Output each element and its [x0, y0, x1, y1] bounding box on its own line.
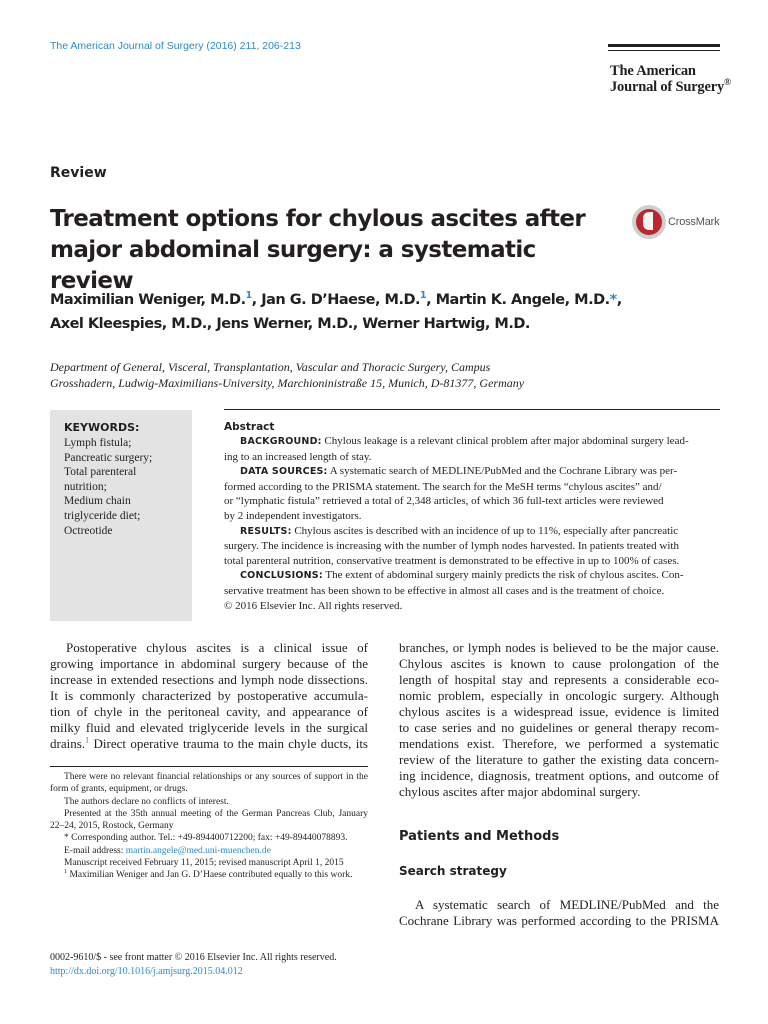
body-line: It is commonly characterized by postoperative accumula- — [50, 688, 368, 703]
body-line: Cochrane Library was performed according to the PRISMA — [399, 913, 719, 928]
abstract-line: total parenteral nutrition, conservative treatment is demonstrated to be effective in up to 100% of cases. — [224, 554, 680, 567]
masthead-rule — [608, 44, 720, 47]
footnote: $^1$ Maximilian Weniger and Jan G. D’Haese contributed equally to this work. — [64, 869, 353, 881]
front-matter-note: 0002-9610/$ - see front matter © 2016 Elsevier Inc. All rights reserved. — [50, 952, 337, 963]
abstract-data-sources-label: DATA SOURCES: — [240, 466, 328, 478]
body-line: growing importance in abdominal surgery because of the — [50, 656, 368, 671]
affiliation-line: Grosshadern, Ludwig-Maximilians-University, Marchioninistraße 15, Munich, D-81377, Germany — [50, 376, 525, 390]
author-name: Maximilian Weniger, M.D. — [50, 292, 246, 308]
article-title-line: major abdominal surgery: a systematic review — [50, 237, 536, 294]
body-line: review of the literature to gather the existing data concern- — [399, 752, 719, 767]
abstract-results-label: RESULTS: — [240, 525, 292, 537]
author-separator: , — [616, 292, 622, 308]
footnote: Presented at the 35th annual meeting of the German Pancreas Club, January 22–24, 2015, Rostock, Germany — [50, 808, 368, 832]
masthead-rule-thin — [608, 50, 720, 51]
article-title — [50, 204, 610, 297]
crossmark-label[interactable]: CrossMark — [668, 216, 720, 228]
journal-logo-line1: The American — [610, 63, 696, 79]
footnote: E-mail address: martin.angele@med.uni-muenchen.de — [64, 845, 271, 856]
search-strategy-paragraph — [399, 897, 719, 929]
body-line: Chylous ascites is known to cause prolongation of the — [399, 656, 719, 671]
abstract-background-label: BACKGROUND: — [240, 436, 322, 447]
keyword-item: Total parenteral — [64, 466, 137, 479]
abstract-rule — [224, 409, 720, 410]
body-line: increase in extended resections and lymph node dissections. — [50, 672, 368, 687]
abstract-line: surgery. The incidence is increasing with the number of lymph nodes harvested. In patients treated with — [224, 540, 679, 553]
registered-mark: ® — [724, 78, 731, 89]
body-line: nomic problem, especially in oncologic surgery. Although — [399, 688, 719, 703]
reference-link[interactable]: 1 — [85, 734, 90, 745]
footnote: Manuscript received February 11, 2015; revised manuscript April 1, 2015 — [64, 858, 344, 869]
body-column-left — [50, 640, 368, 752]
affiliation — [50, 359, 610, 391]
abstract-copyright: © 2016 Elsevier Inc. All rights reserved. — [224, 599, 403, 612]
body-line: branches, or lymph nodes is believed to be the major cause. — [399, 640, 719, 655]
crossmark-icon-bookmark — [643, 212, 653, 230]
body-line: Postoperative chylous ascites is a clinical issue of — [66, 640, 368, 655]
section-label: Review — [50, 165, 107, 181]
abstract-line: RESULTS: Chylous ascites is described with an incidence of up to 11%, especially after pancreatic — [240, 524, 679, 537]
body-line: milky fluid and elevated triglyceride levels in the surgical — [50, 720, 368, 735]
author-list — [50, 288, 650, 336]
corresponding-author-link[interactable]: * — [609, 292, 617, 308]
keyword-item: Lymph fistula; — [64, 437, 132, 449]
footnotes — [50, 771, 368, 882]
author-name: , Martin K. Angele, M.D. — [426, 292, 610, 308]
keywords-heading: KEYWORDS: — [64, 421, 140, 434]
body-line: tion of chyle in the peritoneal cavity, and appearance of — [50, 704, 368, 719]
footnote: There were no relevant financial relationships or any sources of support in the form of grants, equipment, or drugs. — [50, 772, 368, 795]
body-line: length of hospital stay and represents a considerable eco- — [399, 672, 719, 687]
abstract-line: DATA SOURCES: A systematic search of MEDLINE/PubMed and the Cochrane Library was per- — [240, 465, 678, 478]
author-line — [50, 288, 650, 312]
body-line: chylous ascites after major abdominal surgery. — [399, 784, 641, 799]
journal-logo-line2: Journal of Surgery® — [610, 78, 731, 95]
body-line: drains.$^1$ Direct operative trauma to the main chyle ducts, its — [50, 734, 368, 751]
abstract-line: by 2 independent investigators. — [224, 509, 362, 522]
author-affiliation-link[interactable]: 1 — [420, 290, 427, 302]
subsection-heading-search-strategy: Search strategy — [399, 864, 507, 878]
abstract-line: or “lymphatic fistula” retrieved a total of 2,348 articles, of which 36 full-text articles were reviewed — [224, 495, 664, 508]
footnote: The authors declare no conflicts of interest. — [64, 796, 229, 807]
doi-link[interactable]: http://dx.doi.org/10.1016/j.amjsurg.2015.04.012 — [50, 966, 243, 977]
abstract-line: BACKGROUND: Chylous leakage is a relevant clinical problem after major abdominal surgery lead- — [240, 435, 689, 447]
affiliation-line: Department of General, Visceral, Transplantation, Vascular and Thoracic Surgery, Campus — [50, 360, 491, 374]
keyword-item: triglyceride diet; — [64, 509, 141, 522]
abstract-conclusions-label: CONCLUSIONS: — [240, 570, 323, 582]
body-line: ing incidence, diagnosis, treatment options, and outcome of — [399, 768, 719, 783]
author-affiliation-link[interactable]: 1 — [245, 290, 252, 302]
article-title-line: Treatment options for chylous ascites after — [50, 206, 586, 232]
body-line: mendations exist. Therefore, we performed a systematic — [399, 736, 719, 751]
abstract-heading: Abstract — [224, 421, 275, 433]
journal-logo — [610, 63, 731, 95]
body-line: A systematic search of MEDLINE/PubMed and the — [415, 897, 719, 912]
footnote-rule — [50, 766, 368, 767]
keywords-list — [64, 436, 189, 538]
abstract-line: CONCLUSIONS: The extent of abdominal surgery mainly predicts the risk of chylous ascites. Con- — [240, 569, 684, 582]
author-line: Axel Kleespies, M.D., Jens Werner, M.D., Werner Hartwig, M.D. — [50, 316, 530, 332]
abstract-line: formed according to the PRISMA statement. The search for the MeSH terms “chylous ascites” and/ — [224, 480, 662, 493]
email-link[interactable]: martin.angele@med.uni-muenchen.de — [125, 845, 271, 856]
keyword-item: Pancreatic surgery; — [64, 451, 153, 464]
abstract-line: ing to an increased length of stay. — [224, 450, 372, 463]
abstract-line: servative treatment has been shown to be effective in almost all cases and is the treatment of choice. — [224, 584, 665, 597]
abstract-body — [224, 434, 718, 613]
body-column-right — [399, 640, 719, 800]
keyword-item: Medium chain — [64, 495, 131, 508]
keyword-item: nutrition; — [64, 480, 107, 493]
body-line: chylous ascites is a widespread issue, evidence is limited — [399, 704, 719, 719]
keyword-item: Octreotide — [64, 524, 113, 537]
body-line: to case series and no guidelines or general therapy recom- — [399, 720, 719, 735]
author-name: , Jan G. D’Haese, M.D. — [251, 292, 421, 308]
journal-citation-link[interactable]: The American Journal of Surgery (2016) 211, 206-213 — [50, 40, 301, 52]
section-heading-patients-methods: Patients and Methods — [399, 829, 560, 844]
footnote: * Corresponding author. Tel.: +49-894400712200; fax: +49-89440078893. — [64, 833, 348, 844]
